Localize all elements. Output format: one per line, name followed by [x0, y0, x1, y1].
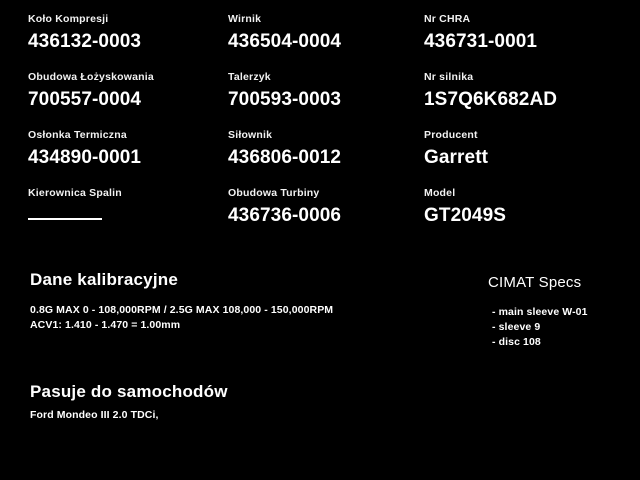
list-item: - disc 108 [492, 336, 541, 348]
fitment-title: Pasuje do samochodów [30, 382, 228, 401]
part-label: Kierownica Spalin [28, 187, 122, 199]
part-label: Koło Kompresji [28, 13, 109, 25]
part-label: Producent [424, 129, 478, 141]
list-item: - main sleeve W-01 [492, 306, 588, 318]
part-entry-obudowa-lozyskowania [28, 72, 228, 130]
part-value: 1S7Q6K682AD [424, 88, 558, 110]
calibration-line: 0.8G MAX 0 - 108,000RPM / 2.5G MAX 108,000 - 150,000RPM [30, 304, 334, 316]
list-item: - sleeve 9 [492, 321, 541, 333]
part-value: GT2049S [424, 204, 507, 226]
part-entry-wirnik [228, 14, 424, 72]
part-label: Talerzyk [228, 71, 271, 83]
part-label: Obudowa Turbiny [228, 187, 320, 199]
part-entry-talerzyk [228, 72, 424, 130]
calibration-section [30, 270, 450, 333]
part-entry-silownik [228, 130, 424, 188]
part-label: Osłonka Termiczna [28, 129, 127, 141]
part-label: Siłownik [228, 129, 273, 141]
part-label: Obudowa Łożyskowania [28, 71, 154, 83]
part-value: 700593-0003 [228, 88, 342, 110]
part-value: 436806-0012 [228, 146, 342, 168]
part-entry-nr-silnika [424, 72, 612, 130]
part-entry-kierownica-spalin [28, 188, 228, 246]
calibration-title: Dane kalibracyjne [30, 270, 178, 289]
part-entry-producent [424, 130, 612, 188]
calibration-line: ACV1: 1.410 - 1.470 = 1.00mm [30, 319, 181, 331]
parts-grid [28, 14, 612, 246]
part-value: 436504-0004 [228, 30, 342, 52]
part-value: 436132-0003 [28, 30, 142, 52]
part-value: 434890-0001 [28, 146, 142, 168]
list-item: Ford Mondeo III 2.0 TDCi, [30, 409, 159, 421]
part-entry-model [424, 188, 612, 246]
part-value: 436736-0006 [228, 204, 342, 226]
part-label: Wirnik [228, 13, 262, 25]
part-value: 436731-0001 [424, 30, 538, 52]
cimat-specs-title: CIMAT Specs [488, 274, 582, 291]
part-label: Nr silnika [424, 71, 474, 83]
cimat-specs-section [488, 274, 638, 350]
empty-value-rule [28, 218, 102, 220]
part-value: 700557-0004 [28, 88, 142, 110]
fitment-section [30, 382, 450, 422]
part-label: Model [424, 187, 456, 199]
part-entry-kolo-kompresji [28, 14, 228, 72]
part-entry-oslonka-termiczna [28, 130, 228, 188]
part-entry-obudowa-turbiny [228, 188, 424, 246]
part-entry-nr-chra [424, 14, 612, 72]
part-value: Garrett [424, 146, 489, 168]
part-label: Nr CHRA [424, 13, 471, 25]
